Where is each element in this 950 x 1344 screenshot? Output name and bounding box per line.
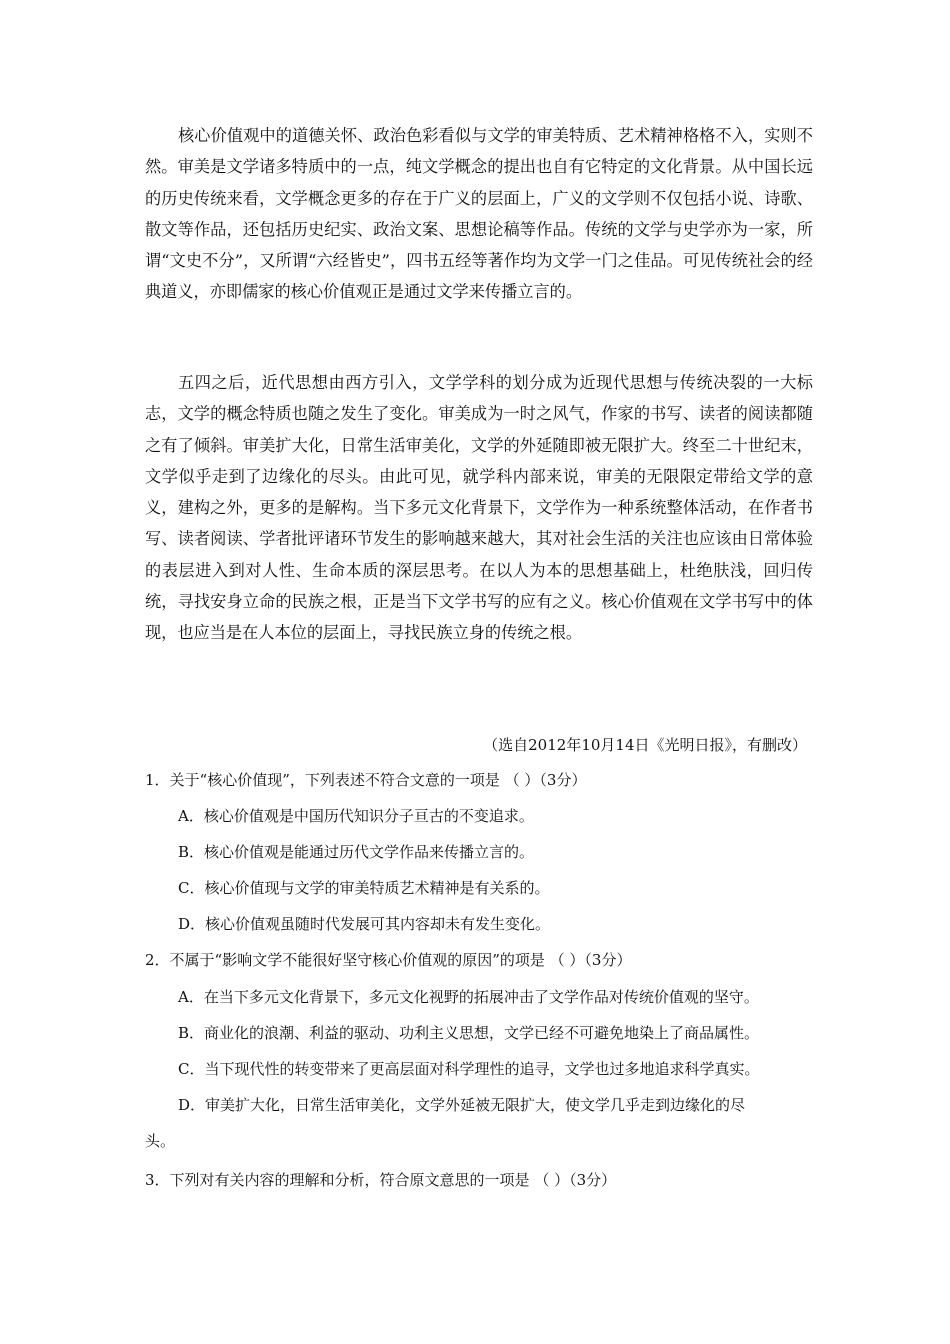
question-2-option-c: C．当下现代性的转变带来了更高层面对科学理性的追寻，文学也过多地追求科学真实。 [178,1060,760,1078]
question-1-option-c: C．核心价值现与文学的审美特质艺术精神是有关系的。 [178,879,550,897]
question-2-option-a: A．在当下多元文化背景下，多元文化视野的拓展冲击了文学作品对传统价值观的坚守。 [178,988,759,1006]
question-1-option-b: B．核心价值观是能通过历代文学作品来传播立言的。 [178,843,535,861]
passage-paragraph-2: 五四之后，近代思想由西方引入，文学学科的划分成为近现代思想与传统决裂的一大标志，文学的概念特质也随之发生了变化。审美成为一时之风气，作家的书写、读者的阅读都随之有了倾斜。审美扩大化，日常生活审美化，文学的外延随即被无限扩大。终至二十世纪末，文学似乎走到了边缘化的尽头。由此可见，就学科内部来说，审美的无限限定带给文学的意义，建构之外，更多的是解构。当下多元文化背景下，文学作为一种系统整体活动，在作者书写、读者阅读、学者批评诸环节发生的影响越来越大，其对社会生活的关注也应该由日常体验的表层进入到对人性、生命本质的深层思考。在以人为本的思想基础上，杜绝肤浅，回归传统，寻找安身立命的民族之根，正是当下文学书写的应有之义。核心价值观在文学书写中的体现，也应当是在人本位的层面上，寻找民族立身的传统之根。 [145,373,813,643]
question-1-option-a: A．核心价值观是中国历代知识分子亘古的不变追求。 [178,807,534,825]
passage-paragraph-1: 核心价值观中的道德关怀、政治色彩看似与文学的审美特质、艺术精神格格不入，实则不然。审美是文学诸多特质中的一点，纯文学概念的提出也自有它特定的文化背景。从中国长远的历史传统来看，文学概念更多的存在于广义的层面上，广义的文学则不仅包括小说、诗歌、散文等作品，还包括历史纪实、政治文案、思想论稿等作品。传统的文学与史学亦为一家，所谓“文史不分”，又所谓“六经皆史”，四书五经等著作均为文学一门之佳品。可见传统社会的经典道义，亦即儒家的核心价值观正是通过文学来传播立言的。 [145,126,813,302]
question-2-option-d-continuation: 头。 [145,1132,176,1150]
question-3-stem: 3．下列对有关内容的理解和分析，符合原文意思的一项是 （ ）（3分） [145,1171,617,1189]
question-1-option-d: D．核心价值观虽随时代发展可其内容却未有发生变化。 [178,915,551,933]
question-2-option-d: D．审美扩大化，日常生活审美化，文学外延被无限扩大，使文学几乎走到边缘化的尽 [178,1096,746,1114]
question-1-stem: 1．关于“核心价值现”，下列表述不符合文意的一项是 （ ）（3分） [145,771,587,789]
passage-source: （选自2012年10月14日《光明日报》，有删改） [483,736,807,754]
question-2-stem: 2．不属于“影响文学不能很好坚守核心价值观的原因”的项是 （ ）（3分） [145,951,632,969]
question-2-option-b: B．商业化的浪潮、利益的驱动、功利主义思想，文学已经不可避免地染上了商品属性。 [178,1024,760,1042]
